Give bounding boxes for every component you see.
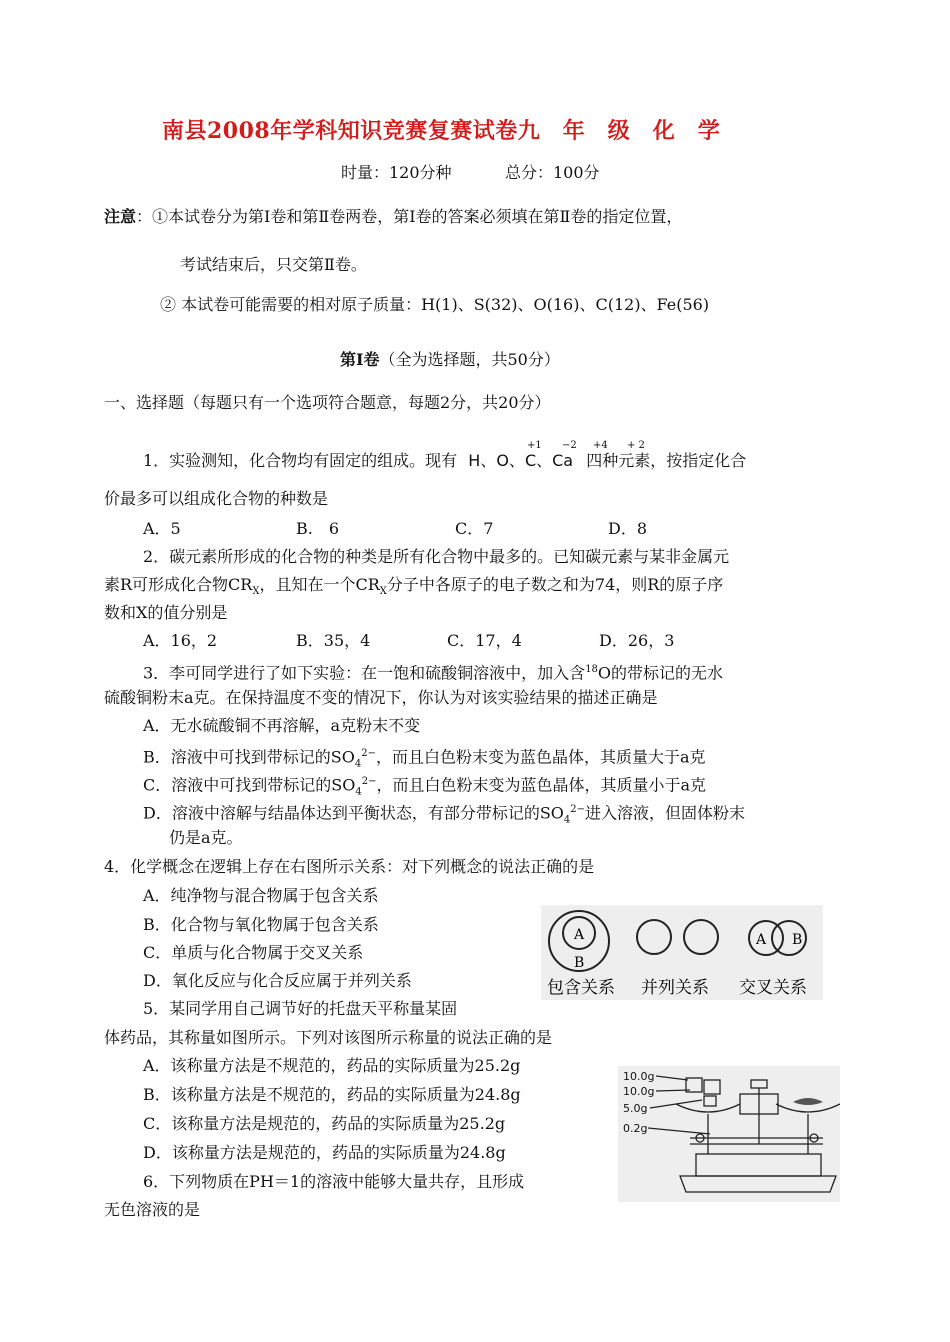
balance-base (680, 1176, 836, 1192)
q3-option-b-charge: 2− (361, 748, 376, 759)
left-pan (676, 1104, 740, 1112)
q1-element-h: H (468, 451, 481, 470)
notice-text-1: ①本试卷分为第Ⅰ卷和第Ⅱ卷两卷，第Ⅰ卷的答案必须填在第Ⅱ卷的指定位置， (152, 207, 683, 226)
weight-label-3: 5.0g (623, 1102, 648, 1115)
q4-option-b: B．化合物与氧化物属于包含关系 (143, 915, 379, 934)
right-pan (776, 1104, 840, 1112)
q2-text-c: 分子中各原子的电子数之和为74，则R的原子序 (386, 575, 724, 594)
sample-substance (793, 1098, 823, 1105)
q5-line-2: 体药品，其称量如图所示。下列对该图所示称量的说法正确的是 (104, 1028, 553, 1047)
q3-option-b-b: ，而且白色粉末变为蓝色晶体，其质量大于a克 (375, 747, 706, 767)
part1-heading-rest: （全为选择题，共50分） (379, 350, 560, 369)
q2-line-1: 2．碳元素所形成的化合物的种类是所有化合物中最多的。已知碳元素与某非金属元 (143, 547, 730, 566)
q1-option-b: B. 6 (296, 519, 340, 538)
leader-line-1 (656, 1076, 688, 1080)
caption-intersect: 交叉关系 (739, 978, 807, 998)
q3-option-d-b: 进入溶液，但固体粉末 (585, 803, 746, 823)
q1-element-c: C (524, 451, 537, 470)
q2-subscript-x-2: X (379, 586, 387, 598)
q6-line-1: 6．下列物质在PH＝1的溶液中能够大量共存，且形成 (143, 1172, 525, 1191)
leader-line-2 (656, 1090, 690, 1091)
part1-heading (340, 349, 560, 371)
q2-subscript-x: X (252, 586, 260, 598)
notice-line-2: 考试结束后，只交第Ⅱ卷。 (180, 255, 367, 274)
q1-line-1 (143, 450, 746, 472)
q2-option-c: C．17，4 (447, 631, 522, 650)
q1-valence-c: +4 (593, 440, 608, 451)
q3-line-2: 硫酸铜粉末a克。在保持温度不变的情况下，你认为对该实验结果的描述正确是 (104, 688, 658, 707)
caption-parallel: 并列关系 (641, 978, 709, 998)
parallel-circle-2 (684, 920, 718, 954)
intersect-label-a: A (756, 932, 767, 948)
q1-sep-1: 、 (480, 451, 497, 470)
intersect-label-b: B (792, 932, 803, 948)
q3-option-b-a: B．溶液中可找到带标记的SO (143, 747, 355, 767)
q3-option-c-charge: 2− (361, 776, 377, 787)
relations-svg (541, 905, 823, 1000)
q2-option-b: B．35，4 (296, 631, 371, 650)
q3-option-c-b: ，而且白色粉末变为蓝色晶体，其质量小于a克 (376, 775, 706, 795)
q3-option-c-a: C．溶液中可找到带标记的SO (143, 775, 356, 795)
q1-sep-2: 、 (508, 451, 525, 470)
weight-block-2 (704, 1080, 720, 1094)
q4-option-d: D．氧化反应与化合反应属于并列关系 (143, 971, 412, 990)
page-title: 南县2008年学科知识竞赛复赛试卷九 年 级 化 学 (162, 118, 721, 144)
q4-stem: 4．化学概念在逻辑上存在右图所示关系：对下列概念的说法正确的是 (104, 857, 595, 876)
notice-line-3: ② 本试卷可能需要的相对原子质量：H(1)、S(32)、O(16)、C(12)、Fe(56) (160, 295, 710, 314)
q3-text-b: O的带标记的无水 (597, 663, 724, 683)
q3-option-c-sub: 4 (355, 786, 362, 798)
q2-line-3: 数和X的值分别是 (104, 603, 228, 622)
q2-text-b: ，且知在一个CR (259, 575, 380, 594)
pointer-cap (751, 1080, 767, 1088)
q1-option-c: C．7 (455, 519, 494, 538)
q4-option-a: A．纯净物与混合物属于包含关系 (143, 886, 379, 905)
contain-label-a: A (574, 927, 585, 943)
balance-figure (618, 1066, 840, 1202)
q3-option-b-sub: 4 (354, 758, 362, 770)
q3-option-d-charge: 2− (570, 804, 586, 815)
q2-line-2 (104, 574, 723, 603)
caption-contain: 包含关系 (547, 978, 615, 998)
leader-line-4 (648, 1128, 710, 1134)
q1-valence-o: −2 (562, 440, 577, 451)
q2-option-d: D．26，3 (599, 631, 675, 650)
parallel-circle-1 (637, 920, 671, 954)
q5-option-d: D．该称量方法是规范的，药品的实际质量为24.8g (143, 1143, 506, 1162)
notice-label: 注意 (104, 207, 137, 226)
q5-option-c: C．该称量方法是规范的，药品的实际质量为25.2g (143, 1114, 506, 1133)
q1-text-a: 1．实验测知，化合物均有固定的组成。现有 (143, 451, 458, 470)
q5-line-1: 5．某同学用自己调节好的托盘天平称量某固 (143, 999, 458, 1018)
q3-option-d-sub: 4 (563, 814, 571, 826)
weight-block-3 (704, 1096, 716, 1106)
q3-line-1 (143, 659, 723, 684)
q1-option-a: A．5 (143, 519, 181, 538)
section1-heading: 一、选择题（每题只有一个选项符合题意，每题2分，共20分） (104, 393, 551, 412)
score-label: 总分：100分 (505, 163, 600, 182)
q6-line-2: 无色溶液的是 (104, 1200, 201, 1219)
balance-svg (618, 1066, 840, 1202)
q1-text-b: 四种元素，按指定化合 (586, 451, 747, 470)
q1-element-o: O (496, 451, 509, 470)
q4-option-c: C．单质与化合物属于交叉关系 (143, 943, 364, 962)
q5-option-b: B．该称量方法是不规范的，药品的实际质量为24.8g (143, 1085, 521, 1104)
part1-heading-bold: 第Ⅰ卷 (340, 350, 380, 369)
q1-valence-h: +1 (527, 440, 542, 451)
weight-label-1: 10.0g (623, 1070, 655, 1083)
q2-text-a: 素R可形成化合物CR (104, 575, 253, 594)
contain-label-b: B (574, 955, 585, 971)
q1-element-ca: Ca (552, 451, 574, 470)
q5-option-a: A．该称量方法是不规范的，药品的实际质量为25.2g (143, 1056, 521, 1075)
q3-isotope-mass: 18 (585, 664, 598, 675)
weight-label-4: 0.2g (623, 1122, 648, 1135)
notice-line-1 (104, 206, 682, 228)
q1-line-2: 价最多可以组成化合物的种数是 (104, 489, 329, 508)
time-label: 时量：120分种 (341, 163, 452, 182)
q3-option-d-a: D．溶液中溶解与结晶体达到平衡状态，有部分带标记的SO (143, 803, 564, 823)
notice-colon: ： (136, 207, 153, 226)
q3-text-a: 3．李可同学进行了如下实验：在一饱和硫酸铜溶液中，加入含 (143, 663, 586, 683)
weight-label-2: 10.0g (623, 1085, 655, 1098)
q1-valence-ca: + 2 (627, 440, 645, 451)
q2-option-a: A．16，2 (143, 631, 218, 650)
q3-option-d-cont: 仍是a克。 (169, 828, 243, 847)
relations-figure (541, 905, 823, 1000)
q1-sep-3: 、 (536, 451, 553, 470)
q1-option-d: D．8 (608, 519, 648, 538)
balance-body (696, 1154, 821, 1176)
q3-option-a: A．无水硫酸铜不再溶解，a克粉末不变 (143, 716, 421, 735)
